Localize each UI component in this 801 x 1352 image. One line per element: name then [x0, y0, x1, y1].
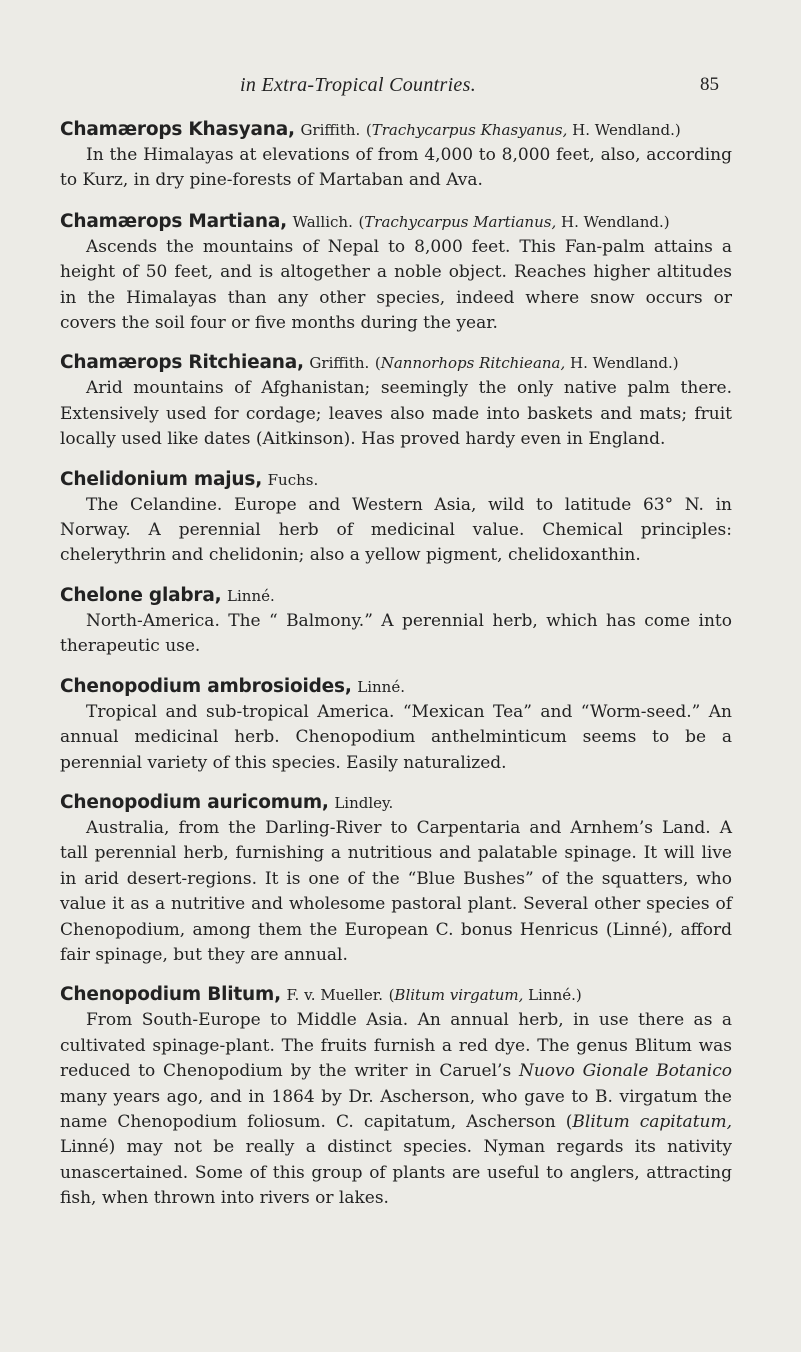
page-number: 85 — [700, 74, 719, 95]
authority: Fuchs. — [267, 470, 319, 489]
authority: Lindley. — [334, 793, 394, 812]
entry-description: In the Himalayas at elevations of from 4,000 to 8,000 feet, also, according to Kurz, in dry pine-forests of Martaban and Ava. — [60, 145, 732, 191]
species-name: Chamærops Martiana, — [60, 210, 287, 232]
entry-chamaerops-khasyana — [60, 117, 732, 194]
species-name: Chenopodium auricomum, — [60, 791, 329, 813]
species-name: Chenopodium ambrosioides, — [60, 675, 352, 697]
entry-chamaerops-ritchieana — [60, 350, 732, 452]
entry-heading — [60, 467, 732, 493]
entry-chamaerops-martiana — [60, 209, 732, 337]
entry-heading — [60, 209, 732, 235]
authority: Wallich. — [292, 212, 353, 231]
entry-heading — [60, 674, 732, 700]
entry-description: The Celandine. Europe and Western Asia, wild to latitude 63° N. in Norway. A perennial herb of medicinal value. Chemical principles: chelerythrin and chelidonin; also a yellow pigment, chelidoxanthin. — [60, 494, 732, 566]
synonym: (Nannorhops Ritchieana, H. Wendland.) — [374, 354, 679, 373]
entry-description: Arid mountains of Afghanistan; seemingly the only native palm there. Extensively used for cordage; leaves also made into baskets and mats; fruit locally used like dates (Aitkinson). Has proved hardy even in England. — [60, 378, 732, 450]
entry-chenopodium-ambrosioides — [60, 674, 732, 776]
entry-chelidonium-majus — [60, 467, 732, 569]
entry-heading — [60, 117, 732, 143]
journal-title: Nuovo Gionale Botanico — [518, 1061, 732, 1082]
synonym: (Blitum virgatum, Linné.) — [388, 986, 582, 1005]
entry-description: North-America. The “ Balmony.” A perennial herb, which has come into therapeutic use. — [60, 610, 732, 657]
running-title: in Extra-Tropical Countries. — [240, 74, 476, 96]
entry-description: Tropical and sub-tropical America. “Mexican Tea” and “Worm-seed.” An annual medicinal herb. Chenopodium anthelminticum seems to be a perennial variety of this species. Easily naturalized. — [60, 701, 732, 773]
authority: Griffith. — [300, 121, 361, 139]
species-name: Chenopodium Blitum, — [60, 984, 281, 1006]
authority: F. v. Mueller. — [286, 986, 383, 1005]
entry-chenopodium-blitum — [60, 982, 732, 1211]
running-head — [0, 74, 801, 96]
synonym: (Trachycarpus Khasyanus, H. Wendland.) — [365, 121, 681, 139]
entry-heading — [60, 982, 732, 1008]
species-name: Chamærops Ritchieana, — [60, 352, 304, 374]
species-name: Chelone glabra, — [60, 584, 222, 606]
authority: Linné. — [227, 586, 275, 605]
entry-heading — [60, 583, 732, 609]
authority: Linné. — [357, 677, 405, 696]
synonym: (Trachycarpus Martianus, H. Wendland.) — [358, 212, 670, 231]
entry-chenopodium-auricomum — [60, 790, 732, 968]
entry-heading — [60, 790, 732, 816]
entry-heading — [60, 350, 732, 376]
entry-chelone-glabra — [60, 583, 732, 660]
species-name: Chamærops Khasyana, — [60, 119, 295, 140]
entry-description: From South-Europe to Middle Asia. An annual herb, in use there as a cultivated spinage-plant. The fruits furnish a red dye. The genus Blitum was reduced to Chenopodium by the writer in Caruel’s Nuovo Gionale Botanico many years ago, and in 1864 by Dr. Ascherson, who gave to B. virgatum the name Chenopodium foliosum. C. capitatum, Ascherson (Blitum capitatum, Linné) may not be really a distinct species. Nyman regards its nativity unascertained. Some of this group of plants are useful to anglers, attracting fish, when thrown into rivers or lakes. — [60, 1010, 732, 1209]
species-name: Chelidonium majus, — [60, 468, 263, 490]
entries-list — [60, 117, 732, 1226]
synonym-inline: Blitum capitatum, — [572, 1111, 732, 1132]
authority: Griffith. — [309, 354, 370, 373]
entry-description: Ascends the mountains of Nepal to 8,000 feet. This Fan-palm attains a height of 50 feet, and is altogether a noble object. Reaches higher altitudes in the Himalayas than any other species, indeed where snow occurs or covers the soil four or five months during the year. — [60, 236, 732, 334]
entry-description: Australia, from the Darling-River to Carpentaria and Arnhem’s Land. A tall perennial herb, furnishing a nutritious and palatable spinage. It will live in arid desert-regions. It is one of the “Blue Bushes” of the squatters, who value it as a nutritive and wholesome pastoral plant. Several other species of Chenopodium, among them the European C. bonus Henricus (Linné), afford fair spinage, but they are annual. — [60, 817, 732, 965]
